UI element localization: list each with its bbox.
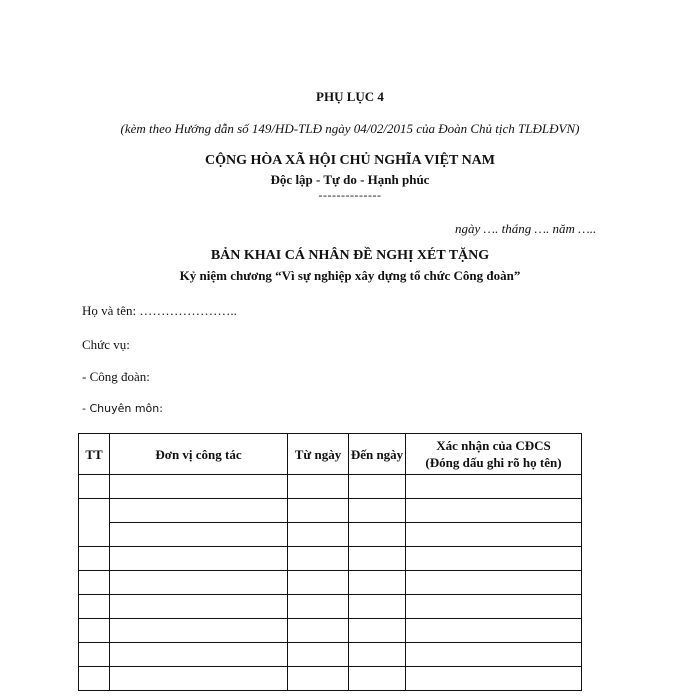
table-row [79,547,582,571]
table-row [79,475,582,499]
form-title: BẢN KHAI CÁ NHÂN ĐỀ NGHỊ XÉT TẶNG [210,248,490,263]
field-full-name: Họ và tên: ………………….. [82,303,237,318]
table-cell[interactable] [110,619,288,643]
table-cell[interactable] [288,595,349,619]
national-motto: Độc lập - Tự do - Hạnh phúc [270,172,430,187]
table-cell[interactable] [79,547,110,571]
table-cell[interactable] [79,667,110,691]
date-line: ngày …. tháng …. năm ….. [455,221,597,236]
table-cell[interactable] [288,619,349,643]
table-row [79,499,582,523]
header-to-date: Đến ngày [349,434,406,475]
table-cell[interactable] [79,571,110,595]
table-cell[interactable] [406,475,582,499]
table-cell[interactable] [79,475,110,499]
header-from-date: Từ ngày [288,434,349,475]
table-cell[interactable] [349,667,406,691]
field-trade-union: - Công đoàn: [82,369,150,384]
table-cell[interactable] [406,667,582,691]
table-cell[interactable] [349,523,406,547]
table-row [79,571,582,595]
header-confirmation-line1: Xác nhận của CĐCS [436,438,551,453]
table-cell[interactable] [79,643,110,667]
table-cell[interactable] [110,499,288,523]
header-work-unit: Đơn vị công tác [110,434,288,475]
table-cell[interactable] [288,523,349,547]
header-tt: TT [79,434,110,475]
table-cell[interactable] [288,643,349,667]
form-subtitle: Kỷ niệm chương “Vì sự nghiệp xây dựng tổ chức Công đoàn” [179,268,521,283]
table-cell[interactable] [79,499,110,547]
table-cell[interactable] [406,643,582,667]
table-cell[interactable] [349,643,406,667]
table-cell[interactable] [79,619,110,643]
table-cell[interactable] [288,667,349,691]
table-cell[interactable] [288,475,349,499]
header-confirmation [406,434,582,475]
table-cell[interactable] [406,523,582,547]
table-cell[interactable] [110,475,288,499]
table-cell[interactable] [406,499,582,523]
table-cell[interactable] [110,571,288,595]
header-confirmation-line2: (Đóng dấu ghi rõ họ tên) [425,455,562,470]
table-cell[interactable] [349,475,406,499]
motto-divider: -------------- [318,188,382,202]
table-cell[interactable] [349,619,406,643]
table-cell[interactable] [110,547,288,571]
table-cell[interactable] [406,547,582,571]
work-history-table [78,433,582,691]
table-cell[interactable] [110,643,288,667]
guidance-note: (kèm theo Hướng dẫn số 149/HD-TLĐ ngày 04/02/2015 của Đoàn Chủ tịch TLĐLĐVN) [120,121,580,136]
appendix-title: PHỤ LỤC 4 [316,89,384,104]
table-cell[interactable] [110,667,288,691]
table-header-row [79,434,582,475]
table-cell[interactable] [288,499,349,523]
table-cell[interactable] [406,571,582,595]
table-cell[interactable] [406,595,582,619]
table-cell[interactable] [288,571,349,595]
field-position: Chức vụ: [82,337,130,352]
table-cell[interactable] [79,595,110,619]
table-row [79,523,582,547]
table-cell[interactable] [349,595,406,619]
table-row [79,667,582,691]
table-cell[interactable] [288,547,349,571]
table-cell[interactable] [349,547,406,571]
table-cell[interactable] [349,499,406,523]
table-cell[interactable] [349,571,406,595]
table-row [79,619,582,643]
country-name: CỘNG HÒA XÃ HỘI CHỦ NGHĨA VIỆT NAM [204,153,495,168]
table-row [79,595,582,619]
field-specialty: - Chuyên môn: [82,402,163,415]
table-cell[interactable] [110,523,288,547]
table-row [79,643,582,667]
table-cell[interactable] [110,595,288,619]
table-cell[interactable] [406,619,582,643]
